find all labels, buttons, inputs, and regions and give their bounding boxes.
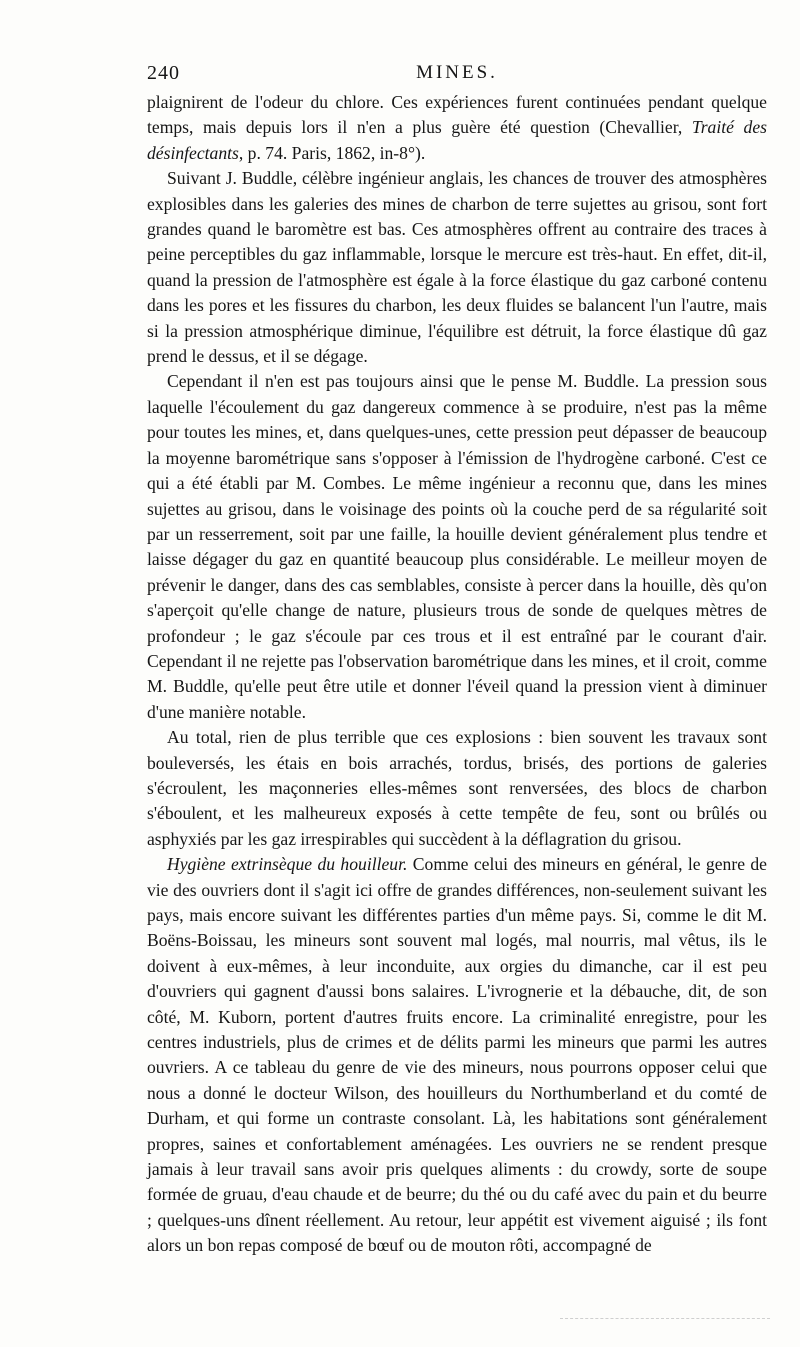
- paragraph-1-text: plaignirent de l'odeur du chlore. Ces expériences furent continuées pendant quelque temps, mais depuis lors il n'en a plus guère été question (Chevallier,: [147, 92, 767, 138]
- paragraph-2: Suivant J. Buddle, célèbre ingénieur anglais, les chances de trouver des atmosphères explosibles dans les galeries des mines de charbon de terre sujettes au grisou, sont fort grandes quand le baromètre est bas. Ces atmosphères offrent au contraire des traces à peine perceptibles du gaz inflammable, lorsque le mercure est très-haut. En effet, dit-il, quand la pression de l'atmosphère est égale à la force élastique du gaz carboné contenu dans les pores et les fissures du charbon, les deux fluides se balancent l'un l'autre, mais si la pression atmosphérique diminue, l'équilibre est détruit, la force élastique dû gaz prend le dessus, et il se dégage.: [147, 168, 767, 367]
- page-number: 240: [147, 62, 180, 84]
- paragraph-1: [147, 90, 767, 166]
- body-text: [147, 90, 767, 1259]
- book-title: Traité des désinfectants: [147, 117, 767, 163]
- paragraph-5: [147, 852, 767, 1259]
- footer-rule: [560, 1318, 770, 1319]
- page-header: [147, 62, 767, 88]
- paragraph-5-text: Comme celui des mineurs en général, le genre de vie des ouvriers dont il s'agit ici offre de grandes différences, non-seulement suivant les pays, mais encore suivant les différentes parties d'un même pays. Si, comme le dit M. Boëns-Boissau, les mineurs sont souvent mal logés, mal nourris, mal vêtus, ils le doivent à eux-mêmes, à leur inconduite, aux orgies du dimanche, car il est peu d'ouvriers qui gagnent d'aussi bons salaires. L'ivrognerie et la débauche, dit, de son côté, M. Kuborn, portent d'autres fruits encore. La criminalité enregistre, pour les centres industriels, plus de crimes et de délits parmi les mineurs que parmi les autres ouvriers. A ce tableau du genre de vie des mineurs, nous pourrons opposer celui que nous a donné le docteur Wilson, des houilleurs du Northumberland et du comté de Durham, et qui forme un contraste consolant. Là, les habitations sont généralement propres, saines et confortablement aménagées. Les ouvriers ne se rendent presque jamais à leur travail sans avoir pris quelques aliments : du crowdy, sorte de soupe formée de gruau, d'eau chaude et de beurre; du thé ou du café avec du pain et du beurre ; quelques-uns dînent réellement. Au retour, leur appétit est vivement aiguisé ; ils font alors un bon repas composé de bœuf ou de mouton rôti, accompagné de: [147, 854, 767, 1256]
- citation-details: , p. 74. Paris, 1862, in-8°).: [238, 142, 426, 163]
- running-head: MINES.: [416, 62, 498, 83]
- paragraph-4: Au total, rien de plus terrible que ces explosions : bien souvent les travaux sont bouleversés, les étais en bois arrachés, tordus, brisés, des portions de galeries s'écroulent, les maçonneries elles-mêmes sont renversées, des blocs de charbon s'éboulent, et les malheureux exposés à cette tempête de feu, sont ou brûlés ou asphyxiés par les gaz irrespirables qui succèdent à la déflagration du grisou.: [147, 727, 767, 849]
- paragraph-3: Cependant il n'en est pas toujours ainsi que le pense M. Buddle. La pression sous laquelle l'écoulement du gaz dangereux commence à se produire, n'est pas la même pour toutes les mines, et, dans quelques-unes, cette pression peut dépasser de beaucoup la moyenne barométrique sans s'opposer à l'émission de l'hydrogène carboné. C'est ce qui a été établi par M. Combes. Le même ingénieur a reconnu que, dans les mines sujettes au grisou, dans le voisinage des points où la couche perd de sa régularité soit par un resserrement, soit par une faille, la houille devient généralement plus tendre et laisse dégager du gaz en quantité beaucoup plus considérable. Le meilleur moyen de prévenir le danger, dans des cas semblables, consiste à percer dans la houille, dès qu'on s'aperçoit qu'elle change de nature, plusieurs trous de sonde de quelques mètres de profondeur ; le gaz s'écoule par ces trous et il est entraîné par le courant d'air. Cependant il ne rejette pas l'observation barométrique dans les mines, et il croit, comme M. Buddle, qu'elle peut être utile et donner l'éveil quand la pression vient à diminuer d'une manière notable.: [147, 371, 767, 722]
- section-heading: Hygiène extrinsèque du houilleur.: [167, 854, 408, 875]
